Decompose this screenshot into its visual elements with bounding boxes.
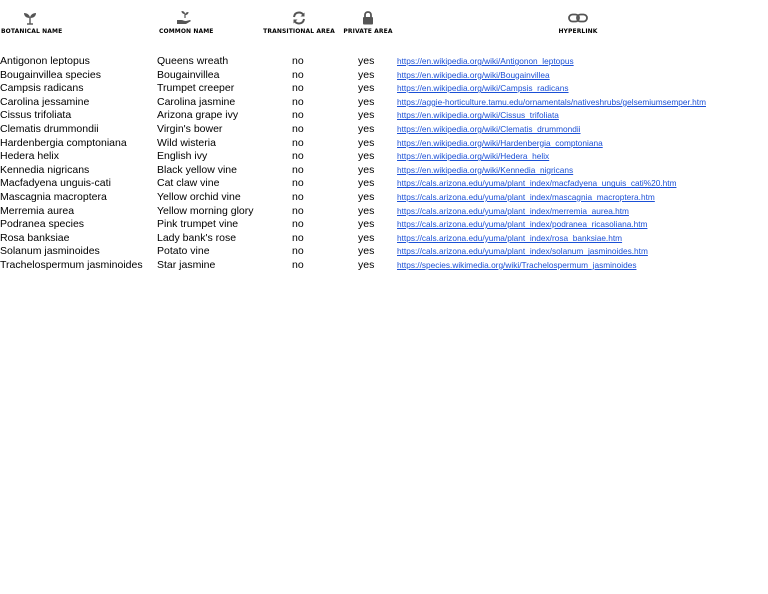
transitional-area-cell: no <box>292 163 304 176</box>
private-area-cell: yes <box>358 136 375 149</box>
transitional-area-cell: no <box>292 68 304 81</box>
common-name-cell: Potato vine <box>157 245 210 258</box>
refresh-icon <box>292 10 306 26</box>
common-name-cell: Star jasmine <box>157 258 216 271</box>
botanical-name-cell: Carolina jessamine <box>0 95 90 108</box>
link-icon <box>568 10 588 26</box>
transitional-area-cell: no <box>292 109 304 122</box>
botanical-name-cell: Clematis drummondii <box>0 122 99 135</box>
transitional-area-cell: no <box>292 95 304 108</box>
private-area-cell: yes <box>358 218 375 231</box>
botanical-name-cell: Hedera helix <box>0 150 59 163</box>
table-header <box>0 10 768 40</box>
botanical-name-cell: Trachelospermum jasminoides <box>0 258 143 271</box>
hyperlink[interactable]: https://species.wikimedia.org/wiki/Trachelospermum_jasminoides <box>397 259 637 270</box>
header-hyperlink <box>540 10 616 35</box>
plant-table <box>0 55 768 273</box>
sprout-icon <box>1 10 59 26</box>
botanical-name-cell: Campsis radicans <box>0 82 84 95</box>
header-label: BOTANICAL NAME <box>1 28 63 35</box>
table-row <box>0 137 768 151</box>
header-common-name <box>159 10 214 35</box>
common-name-cell: Yellow orchid vine <box>157 190 241 203</box>
common-name-cell: Arizona grape ivy <box>157 109 239 122</box>
transitional-area-cell: no <box>292 150 304 163</box>
header-botanical-name <box>1 10 62 35</box>
private-area-cell: yes <box>358 245 375 258</box>
header-private-area <box>343 10 393 35</box>
common-name-cell: Black yellow vine <box>157 163 237 176</box>
hyperlink[interactable]: https://en.wikipedia.org/wiki/Hardenbergia_comptoniana <box>397 137 603 148</box>
table-row <box>0 82 768 96</box>
common-name-cell: Queens wreath <box>157 55 229 67</box>
hand-plant-icon <box>159 10 211 26</box>
common-name-cell: Bougainvillea <box>157 68 220 81</box>
common-name-cell: Yellow morning glory <box>157 204 254 217</box>
hyperlink[interactable]: https://cals.arizona.edu/yuma/plant_index/solanum_jasminoides.htm <box>397 246 648 257</box>
botanical-name-cell: Merremia aurea <box>0 204 75 217</box>
header-label: HYPERLINK <box>558 28 598 35</box>
table-row <box>0 164 768 178</box>
botanical-name-cell: Cissus trifoliata <box>0 109 72 122</box>
common-name-cell: Wild wisteria <box>157 136 216 149</box>
transitional-area-cell: no <box>292 231 304 244</box>
hyperlink[interactable]: https://cals.arizona.edu/yuma/plant_index/merremia_aurea.htm <box>397 205 629 216</box>
botanical-name-cell: Mascagnia macroptera <box>0 190 107 203</box>
transitional-area-cell: no <box>292 258 304 271</box>
table-row <box>0 150 768 164</box>
private-area-cell: yes <box>358 55 375 67</box>
private-area-cell: yes <box>358 190 375 203</box>
common-name-cell: Trumpet creeper <box>157 82 235 95</box>
transitional-area-cell: no <box>292 177 304 190</box>
header-label: TRANSITIONAL AREA <box>263 28 335 35</box>
common-name-cell: English ivy <box>157 150 208 163</box>
hyperlink[interactable]: https://cals.arizona.edu/yuma/plant_index/mascagnia_macroptera.htm <box>397 191 655 202</box>
header-label: COMMON NAME <box>159 28 214 35</box>
common-name-cell: Carolina jasmine <box>157 95 236 108</box>
private-area-cell: yes <box>358 258 375 271</box>
hyperlink[interactable]: https://en.wikipedia.org/wiki/Cissus_trifoliata <box>397 110 559 121</box>
hyperlink[interactable]: https://en.wikipedia.org/wiki/Clematis_drummondii <box>397 123 581 134</box>
botanical-name-cell: Bougainvillea species <box>0 68 101 81</box>
table-row <box>0 205 768 219</box>
private-area-cell: yes <box>358 82 375 95</box>
table-row <box>0 55 768 69</box>
hyperlink[interactable]: https://cals.arizona.edu/yuma/plant_index/podranea_ricasoliana.htm <box>397 219 648 230</box>
table-row <box>0 191 768 205</box>
table-row <box>0 177 768 191</box>
table-row <box>0 123 768 137</box>
private-area-cell: yes <box>358 150 375 163</box>
private-area-cell: yes <box>358 122 375 135</box>
hyperlink[interactable]: https://en.wikipedia.org/wiki/Kennedia_nigricans <box>397 164 574 175</box>
botanical-name-cell: Solanum jasminoides <box>0 245 100 258</box>
table-row <box>0 218 768 232</box>
table-row <box>0 96 768 110</box>
private-area-cell: yes <box>358 109 375 122</box>
private-area-cell: yes <box>358 95 375 108</box>
table-row <box>0 232 768 246</box>
table-row <box>0 259 768 273</box>
transitional-area-cell: no <box>292 190 304 203</box>
lock-icon <box>362 10 374 26</box>
private-area-cell: yes <box>358 68 375 81</box>
botanical-name-cell: Hardenbergia comptoniana <box>0 136 127 149</box>
botanical-name-cell: Podranea species <box>0 218 85 231</box>
hyperlink[interactable]: https://en.wikipedia.org/wiki/Antigonon_leptopus <box>397 56 574 66</box>
header-transitional-area <box>263 10 335 35</box>
hyperlink[interactable]: https://en.wikipedia.org/wiki/Bougainvillea <box>397 69 550 80</box>
transitional-area-cell: no <box>292 245 304 258</box>
transitional-area-cell: no <box>292 82 304 95</box>
common-name-cell: Virgin's bower <box>157 122 223 135</box>
botanical-name-cell: Kennedia nigricans <box>0 163 90 176</box>
hyperlink[interactable]: https://cals.arizona.edu/yuma/plant_index/rosa_banksiae.htm <box>397 232 623 243</box>
botanical-name-cell: Antigonon leptopus <box>0 55 90 67</box>
private-area-cell: yes <box>358 204 375 217</box>
transitional-area-cell: no <box>292 204 304 217</box>
hyperlink[interactable]: https://aggie-horticulture.tamu.edu/ornamentals/nativeshrubs/gelsemiumsemper.htm <box>397 96 706 107</box>
table-row <box>0 245 768 259</box>
common-name-cell: Pink trumpet vine <box>157 218 239 231</box>
private-area-cell: yes <box>358 231 375 244</box>
botanical-name-cell: Macfadyena unguis-cati <box>0 177 111 190</box>
table-row <box>0 109 768 123</box>
hyperlink[interactable]: https://cals.arizona.edu/yuma/plant_index/macfadyena_unguis_cati%20.htm <box>397 178 677 189</box>
private-area-cell: yes <box>358 177 375 190</box>
private-area-cell: yes <box>358 163 375 176</box>
transitional-area-cell: no <box>292 122 304 135</box>
transitional-area-cell: no <box>292 136 304 149</box>
hyperlink[interactable]: https://en.wikipedia.org/wiki/Hedera_helix <box>397 151 550 162</box>
transitional-area-cell: no <box>292 55 304 67</box>
transitional-area-cell: no <box>292 218 304 231</box>
botanical-name-cell: Rosa banksiae <box>0 231 70 244</box>
hyperlink[interactable]: https://en.wikipedia.org/wiki/Campsis_radicans <box>397 83 569 94</box>
common-name-cell: Lady bank's rose <box>157 231 237 244</box>
header-label: PRIVATE AREA <box>343 28 393 35</box>
common-name-cell: Cat claw vine <box>157 177 220 190</box>
table-row <box>0 69 768 83</box>
